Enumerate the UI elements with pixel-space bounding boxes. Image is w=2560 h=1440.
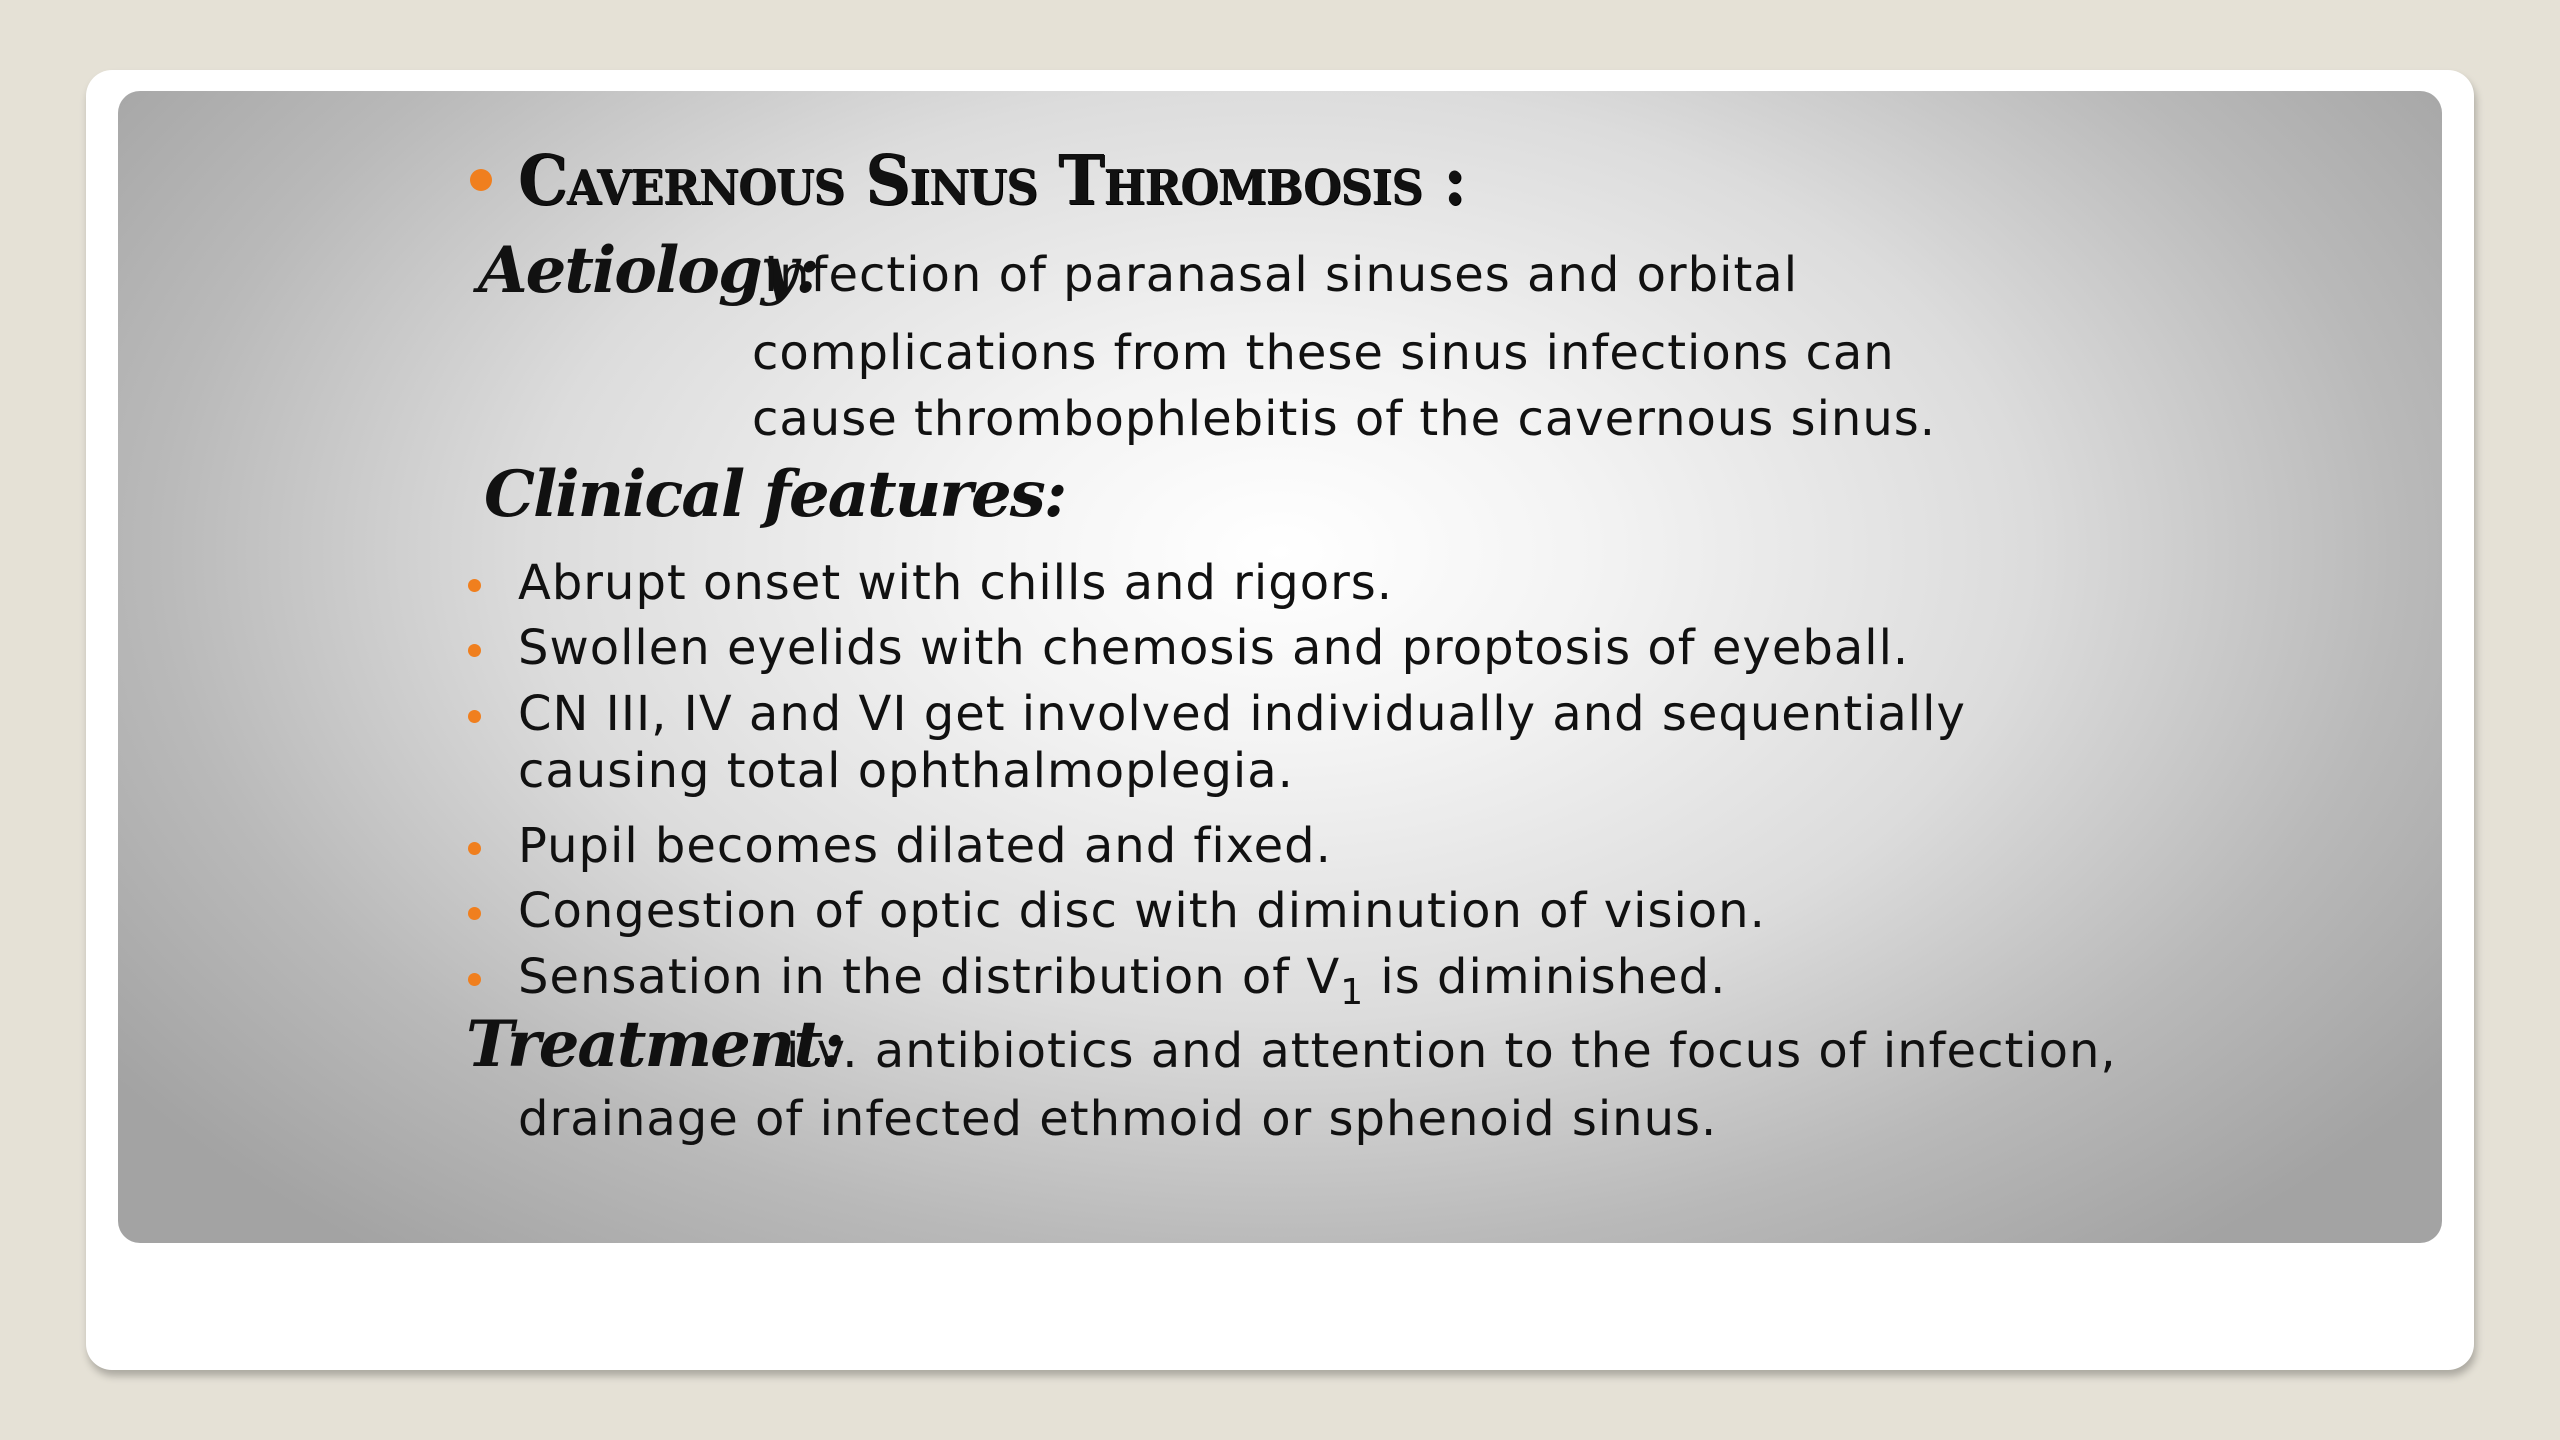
treatment-line-1: i.v. antibiotics and attention to the focus of infection, [786, 1023, 2117, 1079]
list-bullet [468, 579, 481, 592]
list-item: Congestion of optic disc with diminution of vision. [518, 883, 1766, 939]
treatment-line-2: drainage of infected ethmoid or sphenoid sinus. [518, 1091, 1718, 1147]
aetiology-line-3: cause thrombophlebitis of the cavernous sinus. [752, 391, 1937, 447]
aetiology-line-2: complications from these sinus infections can [752, 325, 1895, 381]
list-item: Swollen eyelids with chemosis and proptosis of eyeball. [518, 620, 1910, 676]
list-bullet [468, 842, 481, 855]
list-item: Pupil becomes dilated and fixed. [518, 818, 1332, 874]
title-bullet [470, 169, 492, 191]
slide-panel [118, 91, 2442, 1243]
list-item: CN III, IV and VI get involved individually and sequentially [518, 686, 1966, 742]
sensation-text: Sensation in the distribution of V [518, 949, 1341, 1005]
aetiology-line-1: Infection of paranasal sinuses and orbital [764, 247, 1799, 303]
list-item: Abrupt onset with chills and rigors. [518, 555, 1394, 611]
clinical-features-heading: Clinical features: [484, 457, 1066, 532]
list-bullet [468, 710, 481, 723]
list-bullet [468, 644, 481, 657]
list-bullet [468, 973, 481, 986]
aetiology-heading: Aetiology: [478, 233, 818, 308]
list-item-continuation: causing total ophthalmoplegia. [518, 743, 1294, 799]
list-bullet [468, 907, 481, 920]
slide-title: Cavernous Sinus Thrombosis : [518, 141, 1466, 221]
treatment-heading: Treatment: [466, 1007, 843, 1082]
v1-subscript: 1 [1340, 971, 1365, 1013]
sensation-text-end: is diminished. [1364, 949, 1727, 1005]
list-item [518, 949, 1727, 1013]
